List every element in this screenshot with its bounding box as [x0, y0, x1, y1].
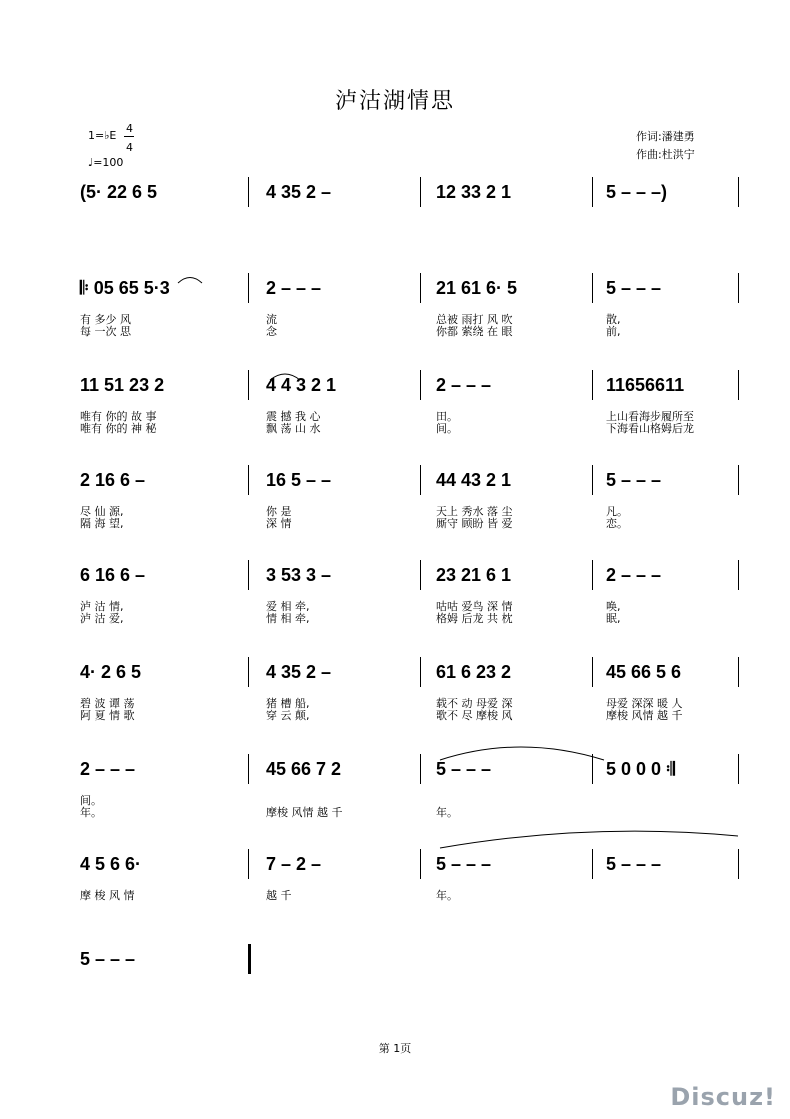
measure-notes: 5 – – –	[80, 949, 136, 969]
composer-credit: 作曲:杜洪宁	[636, 148, 695, 161]
lyric-line: 唯有 你的 神 秘	[80, 422, 157, 435]
lyric-line: 恋。	[606, 517, 628, 530]
lyric-line: 爱 相 牵,	[266, 600, 310, 613]
lyric-line: 厮守 顾盼 皆 爱	[436, 517, 513, 530]
lyric-line: 前,	[606, 325, 621, 338]
song-title: 泸沽湖情思	[334, 89, 455, 114]
lyric-line: 年。	[436, 889, 458, 902]
lyric-line: 总被 雨打 风 吹	[436, 313, 513, 326]
lyric-line: 念	[266, 325, 277, 338]
lyric-line: 阿 夏 情 歌	[80, 709, 135, 722]
lyric-line: 摩 梭 风 情	[80, 889, 135, 902]
lyric-line: 越 千	[266, 889, 292, 902]
lyric-line: 格姆 后龙 共 枕	[436, 612, 513, 625]
lyric-line: 摩梭 风情 越 千	[606, 709, 683, 722]
measure-notes: 5 – – –)	[606, 182, 668, 202]
tie-arc	[178, 278, 202, 284]
measure-notes: 11656611	[606, 375, 685, 395]
tempo-marking: ♩=100	[88, 156, 124, 169]
lyric-line: 歌不 尽 摩梭 风	[436, 709, 513, 722]
page-number: 第 1页	[378, 1042, 412, 1055]
lyric-line: 唤,	[606, 600, 621, 613]
lyric-line: 情 相 牵,	[266, 612, 310, 625]
lyric-line: 年。	[436, 806, 458, 819]
measure-notes: 2 – – –	[80, 759, 136, 779]
lyric-line: 震 撼 我 心	[266, 410, 321, 423]
measure-notes: 𝄆 05 65 5·3	[80, 278, 170, 298]
measure-notes: 5 – – –	[436, 759, 492, 779]
lyric-line: 你都 萦绕 在 眼	[436, 325, 513, 338]
measure-notes: 11 51 23 2	[80, 375, 165, 395]
lyric-line: 唯有 你的 故 事	[80, 410, 157, 423]
key-signature: 1=♭E	[88, 129, 117, 142]
lyric-line: 下海看山格姆后龙	[606, 422, 694, 435]
measure-notes: 2 16 6 –	[80, 470, 146, 490]
lyric-line: 有 多少 风	[80, 313, 131, 326]
tie-arc	[440, 831, 738, 848]
lyric-line: 母爱 深深 暖 人	[606, 697, 683, 710]
lyric-line: 碧 波 谭 荡	[80, 697, 135, 710]
watermark-logo: Discuz!	[670, 1083, 776, 1111]
measure-notes: 45 66 7 2	[266, 759, 342, 779]
measure-notes: 44 43 2 1	[436, 470, 512, 490]
measure-notes: 21 61 6· 5	[436, 278, 518, 298]
lyric-line: 泸 沽 爱,	[80, 612, 124, 625]
lyric-line: 间。	[436, 422, 458, 435]
measure-notes: 16 5 – –	[266, 470, 332, 490]
lyric-line: 载不 动 母爱 深	[436, 697, 513, 710]
measure-notes: (5· 22 6 5	[80, 182, 158, 202]
lyric-line: 眠,	[606, 612, 621, 625]
lyric-line: 每 一次 思	[80, 325, 131, 338]
measure-notes: 2 – – –	[266, 278, 322, 298]
time-signature-bottom: 4	[126, 141, 133, 154]
lyric-line: 摩梭 风情 越 千	[266, 806, 343, 819]
lyric-line: 上山看海步履所至	[606, 410, 694, 423]
lyricist-credit: 作词:潘建勇	[636, 130, 695, 143]
measure-notes: 4 5 6 6·	[80, 854, 142, 874]
measure-notes: 5 – – –	[436, 854, 492, 874]
lyric-line: 流	[266, 313, 277, 326]
lyric-line: 凡。	[606, 505, 628, 518]
measure-notes: 45 66 5 6	[606, 662, 682, 682]
lyric-line: 散,	[606, 313, 621, 326]
time-signature-top: 4	[126, 122, 133, 135]
lyric-line: 飘 荡 山 水	[266, 422, 321, 435]
measure-notes: 5 – – –	[606, 278, 662, 298]
measure-notes: 5 – – –	[606, 470, 662, 490]
measure-notes: 4 35 2 –	[266, 182, 332, 202]
lyric-line: 尽 仙 源,	[80, 505, 124, 518]
measure-notes: 4 4 3 2 1	[266, 375, 337, 395]
measure-notes: 5 0 0 0 𝄇	[606, 759, 675, 779]
lyric-line: 天上 秀水 落 尘	[436, 505, 513, 518]
tie-arc	[440, 747, 604, 760]
tie-arc	[270, 374, 300, 380]
measure-notes: 4· 2 6 5	[80, 662, 142, 682]
lyric-line: 深 情	[266, 517, 292, 530]
lyric-line: 泸 沽 情,	[80, 600, 124, 613]
lyric-line: 猪 槽 船,	[266, 697, 310, 710]
measure-notes: 4 35 2 –	[266, 662, 332, 682]
measure-notes: 61 6 23 2	[436, 662, 512, 682]
lyric-line: 穿 云 颠,	[266, 709, 310, 722]
measure-notes: 2 – – –	[436, 375, 492, 395]
lyric-line: 咕咕 爱鸟 深 情	[436, 600, 513, 613]
lyric-line: 间。	[80, 794, 102, 807]
lyric-line: 隔 海 望,	[80, 517, 124, 530]
lyric-line: 你 是	[266, 505, 292, 518]
measure-notes: 12 33 2 1	[436, 182, 512, 202]
measure-notes: 7 – 2 –	[266, 854, 322, 874]
measure-notes: 23 21 6 1	[436, 565, 512, 585]
measure-notes: 2 – – –	[606, 565, 662, 585]
measure-notes: 5 – – –	[606, 854, 662, 874]
lyric-line: 年。	[80, 806, 102, 819]
measure-notes: 3 53 3 –	[266, 565, 332, 585]
lyric-line: 田。	[436, 410, 458, 423]
measure-notes: 6 16 6 –	[80, 565, 146, 585]
